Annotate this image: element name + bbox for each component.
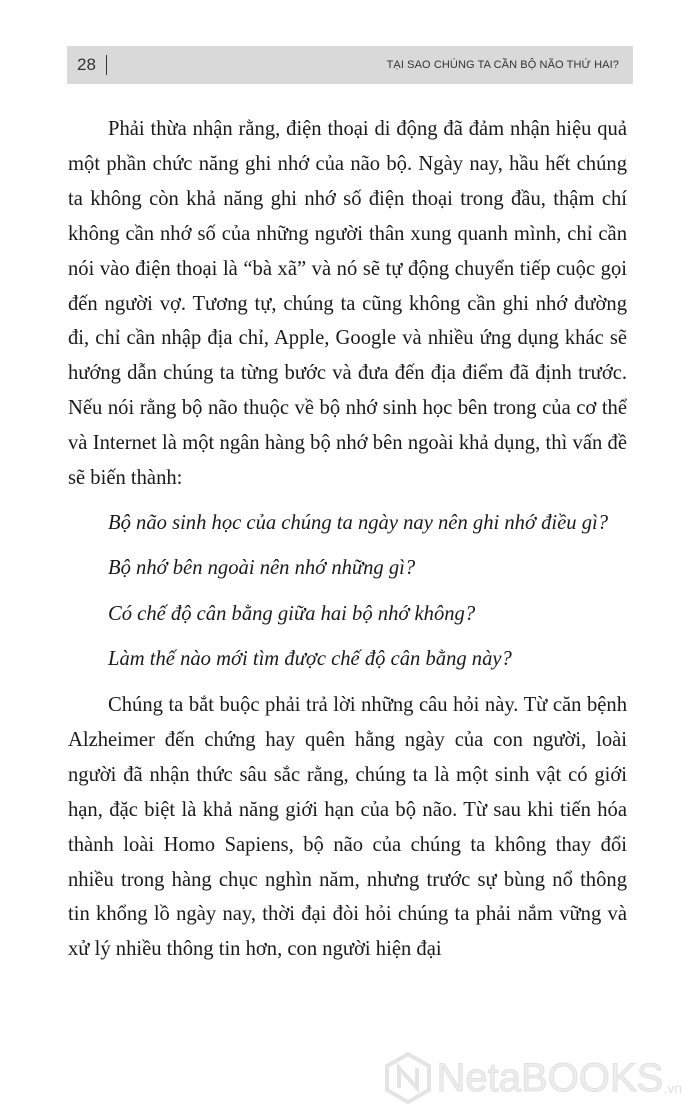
watermark-text: NetaBOOKS [436,1055,664,1100]
paragraph-2: Chúng ta bắt buộc phải trả lời những câu hỏi này. Từ căn bệnh Alzheimer đến chứng hay quên hằng ngày của con người, loài người đã nhận thức sâu sắc rằng, chúng ta là một sinh vật có giới hạn, đặc biệt là khả năng giới hạn của bộ não. Từ sau khi tiến hóa thành loài Homo Sapiens, bộ não của chúng ta không thay đổi nhiều trong hàng chục nghìn năm, nhưng trước sự bùng nổ thông tin khổng lồ ngày nay, thời đại đòi hỏi chúng ta phải nắm vững và xử lý nhiều thông tin hơn, con người hiện đại [68,693,627,961]
netabooks-logo-icon [385,1052,431,1104]
question-4: Làm thế nào mới tìm được chế độ cân bằng này? [108,648,512,671]
question-1: Bộ não sinh học của chúng ta ngày nay nên ghi nhớ điều gì? [108,511,609,534]
page-number-text: 28 [77,55,96,74]
page-number [77,55,107,75]
running-title: TẠI SAO CHÚNG TA CẦN BỘ NÃO THỨ HAI? [386,59,619,71]
watermark [385,1052,682,1104]
question-3: Có chế độ cân bằng giữa hai bộ nhớ không? [108,602,476,625]
header-divider [106,55,107,75]
paragraph-1: Phải thừa nhận rằng, điện thoại di động đã đảm nhận hiệu quả một phần chức năng ghi nhớ của não bộ. Ngày nay, hầu hết chúng ta không còn khả năng ghi nhớ số điện thoại trong đầu, thậm chí không cần nhớ số của những người thân xung quanh mình, chỉ cần nói vào điện thoại là “bà xã” và nó sẽ tự động chuyển tiếp cuộc gọi đến người vợ. Tương tự, chúng ta cũng không cần ghi nhớ đường đi, chỉ cần nhập địa chỉ, Apple, Google và nhiều ứng dụng khác sẽ hướng dẫn chúng ta từng bước và đưa đến địa điểm đã định trước. Nếu nói rằng bộ não thuộc về bộ nhớ sinh học bên trong của cơ thể và Internet là một ngân hàng bộ nhớ bên ngoài khả dụng, thì vấn đề sẽ biến thành: [68,118,627,490]
running-header [67,46,633,84]
question-list [108,501,627,683]
page-body [68,112,627,967]
watermark-suffix: .vn [663,1080,682,1096]
question-2: Bộ nhớ bên ngoài nên nhớ những gì? [108,557,416,580]
